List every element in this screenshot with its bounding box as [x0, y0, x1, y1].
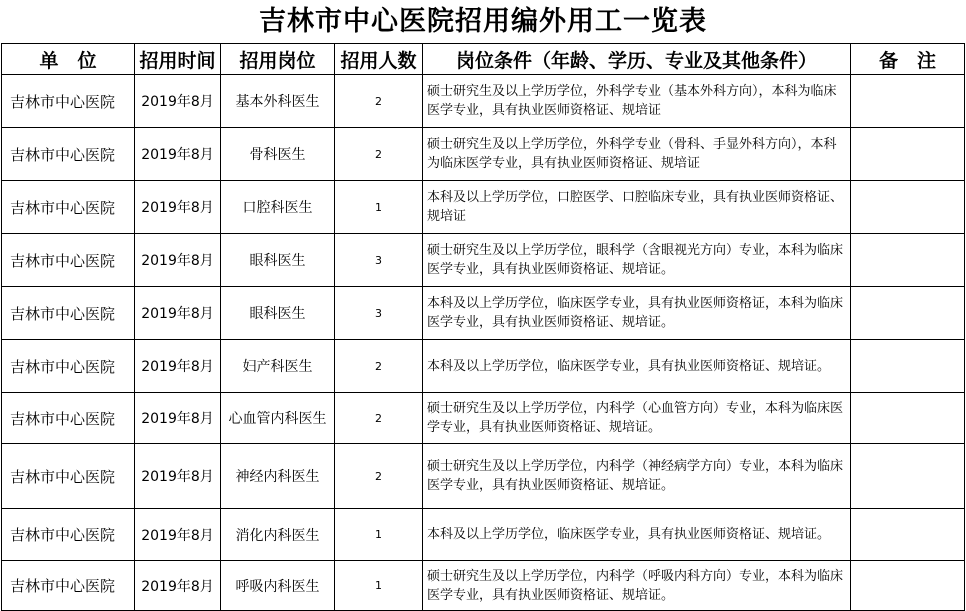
cell-time: 2019年8月: [135, 340, 221, 393]
cell-conditions: 本科及以上学历学位，临床医学专业，具有执业医师资格证、规培证。: [423, 340, 851, 393]
cell-unit: 吉林市中心医院: [2, 509, 135, 561]
cell-unit: 吉林市中心医院: [2, 234, 135, 287]
page-title: 吉林市中心医院招用编外用工一览表: [259, 6, 707, 37]
cell-unit: 吉林市中心医院: [2, 287, 135, 340]
table-row: [2, 340, 965, 393]
cell-time: 2019年8月: [135, 393, 221, 444]
cell-unit: 吉林市中心医院: [2, 393, 135, 444]
header-note: 备 注: [851, 44, 965, 75]
cell-time: 2019年8月: [135, 287, 221, 340]
cell-conditions: 硕士研究生及以上学历学位，外科学专业（骨科、手显外科方向），本科为临床医学专业，具有执业医师资格证、规培证: [423, 128, 851, 181]
cell-post: 心血管内科医生: [221, 393, 335, 444]
cell-post: 消化内科医生: [221, 509, 335, 561]
cell-count: 2: [335, 393, 423, 444]
cell-unit: 吉林市中心医院: [2, 561, 135, 611]
cell-time: 2019年8月: [135, 75, 221, 128]
cell-conditions: 本科及以上学历学位，临床医学专业，具有执业医师资格证，本科为临床医学专业，具有执业医师资格证、规培证。: [423, 287, 851, 340]
cell-note: [851, 234, 965, 287]
cell-unit: 吉林市中心医院: [2, 128, 135, 181]
cell-time: 2019年8月: [135, 509, 221, 561]
header-time: 招用时间: [135, 44, 221, 75]
cell-conditions: 硕士研究生及以上学历学位，眼科学（含眼视光方向）专业，本科为临床医学专业，具有执业医师资格证、规培证。: [423, 234, 851, 287]
cell-note: [851, 340, 965, 393]
cell-note: [851, 181, 965, 234]
cell-unit: 吉林市中心医院: [2, 75, 135, 128]
cell-conditions: 硕士研究生及以上学历学位，内科学（心血管方向）专业，本科为临床医学专业，具有执业医师资格证、规培证。: [423, 393, 851, 444]
cell-post: 呼吸内科医生: [221, 561, 335, 611]
cell-note: [851, 393, 965, 444]
cell-conditions: 硕士研究生及以上学历学位，外科学专业（基本外科方向），本科为临床医学专业，具有执业医师资格证、规培证: [423, 75, 851, 128]
cell-time: 2019年8月: [135, 444, 221, 509]
table-row: [2, 181, 965, 234]
table-row: [2, 444, 965, 509]
cell-note: [851, 561, 965, 611]
cell-conditions: 本科及以上学历学位，临床医学专业，具有执业医师资格证、规培证。: [423, 509, 851, 561]
cell-conditions: 本科及以上学历学位，口腔医学、口腔临床专业，具有执业医师资格证、规培证: [423, 181, 851, 234]
table-row: [2, 509, 965, 561]
header-conditions: 岗位条件（年龄、学历、专业及其他条件）: [423, 44, 851, 75]
cell-unit: 吉林市中心医院: [2, 340, 135, 393]
table-row: [2, 561, 965, 611]
cell-count: 1: [335, 181, 423, 234]
recruitment-table: [1, 43, 965, 611]
header-post: 招用岗位: [221, 44, 335, 75]
cell-count: 1: [335, 561, 423, 611]
cell-time: 2019年8月: [135, 181, 221, 234]
cell-note: [851, 509, 965, 561]
cell-post: 妇产科医生: [221, 340, 335, 393]
header-unit: 单 位: [2, 44, 135, 75]
cell-count: 2: [335, 75, 423, 128]
table-header-row: [2, 44, 965, 75]
cell-count: 3: [335, 234, 423, 287]
cell-post: 神经内科医生: [221, 444, 335, 509]
cell-unit: 吉林市中心医院: [2, 181, 135, 234]
table-row: [2, 128, 965, 181]
cell-time: 2019年8月: [135, 561, 221, 611]
cell-time: 2019年8月: [135, 234, 221, 287]
table-row: [2, 393, 965, 444]
cell-post: 口腔科医生: [221, 181, 335, 234]
cell-conditions: 硕士研究生及以上学历学位，内科学（呼吸内科方向）专业，本科为临床医学专业，具有执业医师资格证、规培证。: [423, 561, 851, 611]
cell-count: 1: [335, 509, 423, 561]
cell-note: [851, 128, 965, 181]
cell-unit: 吉林市中心医院: [2, 444, 135, 509]
cell-post: 眼科医生: [221, 234, 335, 287]
cell-note: [851, 444, 965, 509]
cell-note: [851, 287, 965, 340]
table-row: [2, 287, 965, 340]
header-count: 招用人数: [335, 44, 423, 75]
cell-post: 眼科医生: [221, 287, 335, 340]
cell-post: 骨科医生: [221, 128, 335, 181]
cell-time: 2019年8月: [135, 128, 221, 181]
cell-conditions: 硕士研究生及以上学历学位，内科学（神经病学方向）专业，本科为临床医学专业，具有执业医师资格证、规培证。: [423, 444, 851, 509]
cell-count: 2: [335, 128, 423, 181]
cell-count: 3: [335, 287, 423, 340]
table-row: [2, 234, 965, 287]
cell-post: 基本外科医生: [221, 75, 335, 128]
cell-count: 2: [335, 444, 423, 509]
cell-count: 2: [335, 340, 423, 393]
cell-note: [851, 75, 965, 128]
table-row: [2, 75, 965, 128]
